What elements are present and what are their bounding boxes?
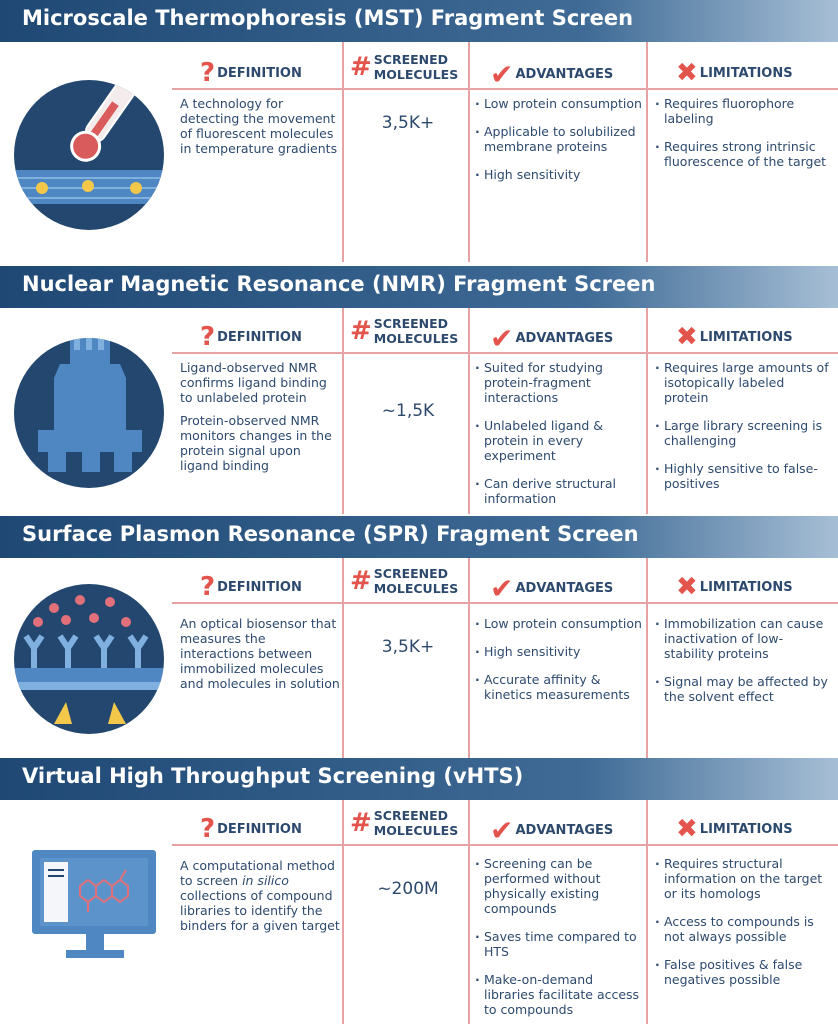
definition-text: A computational method to screen in silico collections of compound libraries to identify the binders for a given target — [180, 858, 340, 933]
definition-header: ? DEFINITION — [200, 572, 302, 602]
list-item: · High sensitivity — [474, 644, 646, 659]
advantages-header: ✔ ADVANTAGES — [490, 814, 614, 847]
list-item: · False positives & false negatives possible — [654, 957, 832, 987]
screened-header: # SCREENED MOLECULES — [350, 315, 459, 346]
hash-icon: # — [350, 807, 372, 838]
section-title: Virtual High Throughput Screening (vHTS) — [22, 764, 524, 788]
advantages-list — [474, 616, 646, 715]
question-mark-icon: ? — [200, 814, 216, 844]
list-item: · Accurate affinity & kinetics measurements — [474, 672, 646, 702]
definition-text: Ligand-observed NMR confirms ligand binding to unlabeled protein Protein-observed NMR monitors changes in the protein signal upon ligand binding — [180, 360, 332, 473]
check-icon: ✔ — [490, 58, 514, 91]
limitations-header: ✖ LIMITATIONS — [676, 322, 793, 352]
limitations-header: ✖ LIMITATIONS — [676, 58, 793, 88]
limitations-list — [654, 96, 832, 182]
screened-count: ~200M — [377, 879, 439, 899]
list-item: · Suited for studying protein-fragment interactions — [474, 360, 646, 405]
list-item: · Make-on-demand libraries facilitate access to compounds — [474, 972, 646, 1017]
advantages-list — [474, 96, 646, 195]
definition-header: ? DEFINITION — [200, 58, 302, 88]
check-icon: ✔ — [490, 814, 514, 847]
limitations-list — [654, 856, 832, 1000]
list-item: · Screening can be performed without physically existing compounds — [474, 856, 646, 916]
list-item: · Unlabeled ligand & protein in every experiment — [474, 418, 646, 463]
list-item: · Requires large amounts of isotopically labeled protein — [654, 360, 832, 405]
section-spr — [0, 516, 838, 758]
list-item: · Access to compounds is not always possible — [654, 914, 832, 944]
hash-icon: # — [350, 315, 372, 346]
limitations-list — [654, 360, 832, 504]
screened-count: 3,5K+ — [381, 113, 435, 133]
section-nmr — [0, 266, 838, 514]
list-item: · Requires fluorophore labeling — [654, 96, 832, 126]
cross-icon: ✖ — [676, 572, 698, 602]
section-vhts — [0, 758, 838, 1024]
screened-count: ~1,5K — [381, 401, 435, 421]
limitations-header: ✖ LIMITATIONS — [676, 572, 793, 602]
check-icon: ✔ — [490, 572, 514, 605]
question-mark-icon: ? — [200, 572, 216, 602]
thermometer-illustration-icon — [14, 80, 164, 230]
limitations-list — [654, 616, 832, 717]
section-header — [0, 758, 838, 800]
cross-icon: ✖ — [676, 322, 698, 352]
cross-icon: ✖ — [676, 814, 698, 844]
list-item: · Can derive structural information — [474, 476, 646, 506]
list-item: · Requires strong intrinsic fluorescence of the target — [654, 139, 832, 169]
advantages-header: ✔ ADVANTAGES — [490, 58, 614, 91]
definition-header: ? DEFINITION — [200, 322, 302, 352]
nmr-spectrometer-icon — [14, 338, 164, 488]
list-item: · Low protein consumption — [474, 96, 646, 111]
section-header — [0, 516, 838, 558]
section-title: Surface Plasmon Resonance (SPR) Fragment Screen — [22, 522, 639, 546]
screened-header: # SCREENED MOLECULES — [350, 565, 459, 596]
list-item: · Applicable to solubilized membrane proteins — [474, 124, 646, 154]
screened-count: 3,5K+ — [381, 637, 435, 657]
list-item: · Highly sensitive to false-positives — [654, 461, 832, 491]
list-item: · Requires structural information on the target or its homologs — [654, 856, 832, 901]
biosensor-illustration-icon — [14, 584, 164, 734]
screened-header: # SCREENED MOLECULES — [350, 807, 459, 838]
advantages-list — [474, 856, 646, 1030]
definition-text: An optical biosensor that measures the interactions between immobilized molecules and molecules in solution — [180, 616, 340, 691]
hash-icon: # — [350, 51, 372, 82]
advantages-list — [474, 360, 646, 519]
section-header — [0, 0, 838, 42]
list-item: · Immobilization can cause inactivation of low-stability proteins — [654, 616, 832, 661]
advantages-header: ✔ ADVANTAGES — [490, 572, 614, 605]
definition-header: ? DEFINITION — [200, 814, 302, 844]
list-item: · Low protein consumption — [474, 616, 646, 631]
section-mst — [0, 0, 838, 262]
advantages-header: ✔ ADVANTAGES — [490, 322, 614, 355]
computer-monitor-icon — [30, 846, 160, 966]
section-title: Nuclear Magnetic Resonance (NMR) Fragment Screen — [22, 272, 656, 296]
screened-header: # SCREENED MOLECULES — [350, 51, 459, 82]
cross-icon: ✖ — [676, 58, 698, 88]
section-header — [0, 266, 838, 308]
limitations-header: ✖ LIMITATIONS — [676, 814, 793, 844]
list-item: · Signal may be affected by the solvent effect — [654, 674, 832, 704]
definition-text: A technology for detecting the movement of fluorescent molecules in temperature gradients — [180, 96, 338, 156]
hash-icon: # — [350, 565, 372, 596]
question-mark-icon: ? — [200, 322, 216, 352]
section-title: Microscale Thermophoresis (MST) Fragment Screen — [22, 6, 634, 30]
list-item: · High sensitivity — [474, 167, 646, 182]
list-item: · Large library screening is challenging — [654, 418, 832, 448]
list-item: · Saves time compared to HTS — [474, 929, 646, 959]
check-icon: ✔ — [490, 322, 514, 355]
question-mark-icon: ? — [200, 58, 216, 88]
